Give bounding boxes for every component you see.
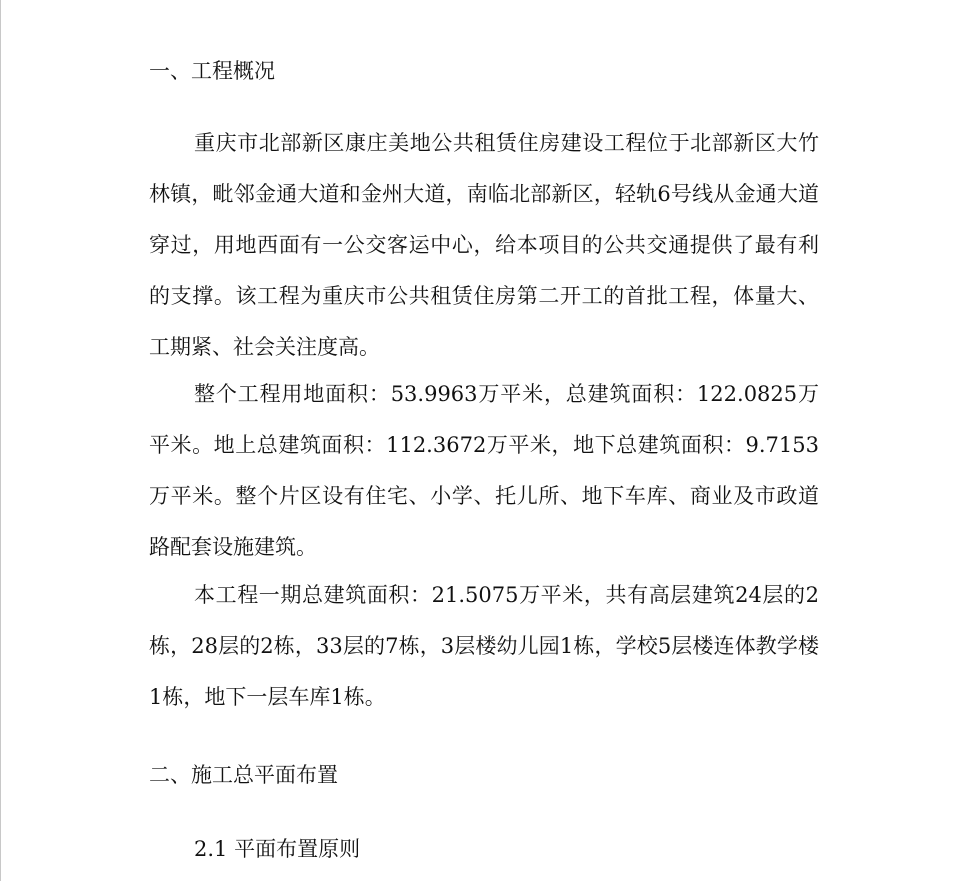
section-heading-site-layout: 二、施工总平面布置 <box>149 763 338 787</box>
subsection-heading-layout-principles: 2.1 平面布置原则 <box>194 837 361 861</box>
paragraph-land-area: 整个工程用地面积：53.9963万平米，总建筑面积：122.0825万平米。地上总建筑面积：112.3672万平米，地下总建筑面积：9.7153万平米。整个片区设有住宅、小学、托儿所、地下车库、商业及市政道路配套设施建筑。 <box>149 382 819 559</box>
paragraph-project-location: 重庆市北部新区康庄美地公共租赁住房建设工程位于北部新区大竹林镇，毗邻金通大道和金州大道，南临北部新区，轻轨6号线从金通大道穿过，用地西面有一公交客运中心，给本项目的公共交通提供了最有利的支撑。该工程为重庆市公共租赁住房第二开工的首批工程，体量大、工期紧、社会关注度高。 <box>149 131 819 359</box>
paragraph-phase-one: 本工程一期总建筑面积：21.5075万平米，共有高层建筑24层的2栋，28层的2栋，33层的7栋，3层楼幼儿园1栋，学校5层楼连体教学楼1栋，地下一层车库1栋。 <box>149 583 819 709</box>
section-heading-project-overview: 一、工程概况 <box>149 59 275 83</box>
